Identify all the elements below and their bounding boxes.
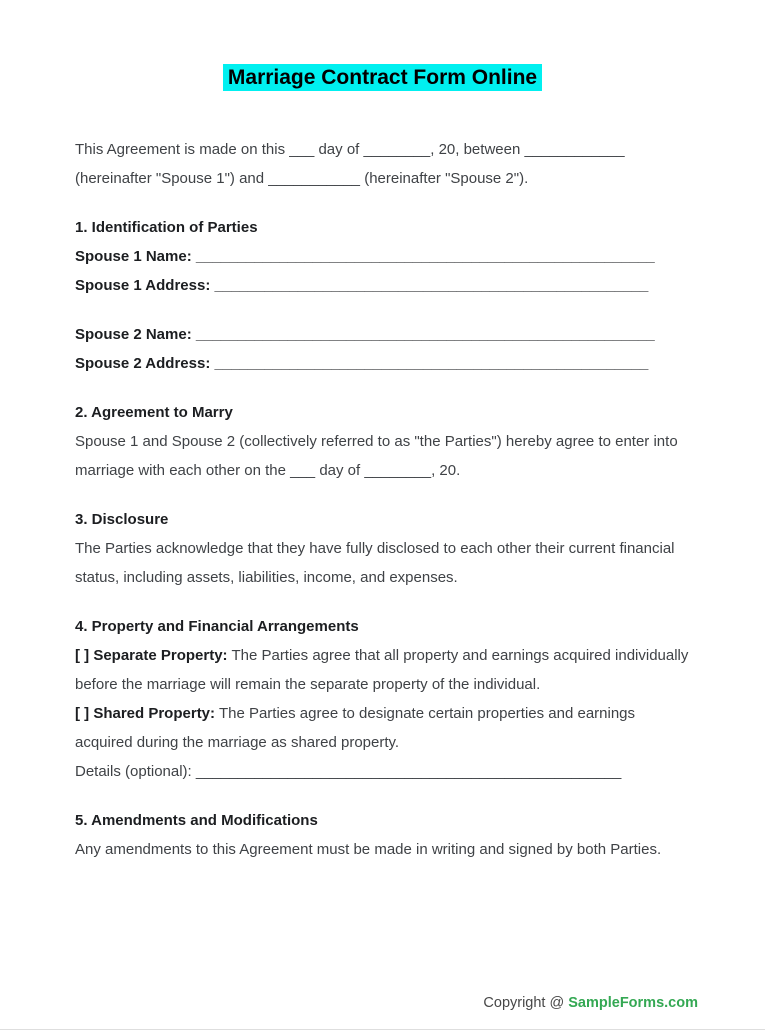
section-heading-identification-of-parties: 1. Identification of Parties xyxy=(75,219,258,236)
fill-in-blank-details: ___________________________________________________ xyxy=(195,763,622,780)
intro-paragraph: This Agreement is made on this ___ day of ________, 20, between ____________ (hereinafter "Spouse 1") and ___________ (hereinafter "Spouse 2"). xyxy=(75,141,625,187)
field-spouse1-name xyxy=(75,242,690,271)
property-item-separate xyxy=(75,641,690,699)
disclosure-paragraph: The Parties acknowledge that they have fully disclosed to each other their current financial status, including assets, liabilities, income, and expenses. xyxy=(75,540,675,586)
separate-property-checkbox-label: [ ] Separate Property: xyxy=(75,647,228,664)
title-row xyxy=(75,64,690,91)
footer xyxy=(483,993,698,1013)
sampleforms-link[interactable]: SampleForms.com xyxy=(568,995,698,1011)
field-label-spouse2-address: Spouse 2 Address: xyxy=(75,355,211,372)
separate-property-text: The Parties agree that all property and earnings acquired individually before the marriage will remain the separate property of the individual. xyxy=(75,647,689,693)
shared-property-text: The Parties agree to designate certain properties and earnings acquired during the marriage as shared property. xyxy=(75,705,636,751)
copyright-text: Copyright @ xyxy=(483,995,565,1011)
field-label-spouse2-name: Spouse 2 Name: xyxy=(75,326,192,343)
shared-property-checkbox-label: [ ] Shared Property: xyxy=(75,705,216,722)
property-item-shared xyxy=(75,699,690,757)
section-heading-agreement-to-marry: 2. Agreement to Marry xyxy=(75,404,233,421)
field-label-spouse1-address: Spouse 1 Address: xyxy=(75,277,211,294)
page-title: Marriage Contract Form Online xyxy=(223,64,542,91)
details-optional-label: Details (optional): xyxy=(75,763,192,780)
fill-in-blank-spouse2-name: _______________________________________________________ xyxy=(195,326,655,343)
fill-in-blank-spouse1-name: _______________________________________________________ xyxy=(195,248,655,265)
section-heading-property-financial-arrangements: 4. Property and Financial Arrangements xyxy=(75,618,359,635)
details-optional-line xyxy=(75,757,690,786)
agreement-to-marry-paragraph: Spouse 1 and Spouse 2 (collectively referred to as "the Parties") hereby agree to enter into marriage with each other on the ___ day of ________, 20. xyxy=(75,433,678,479)
amendments-paragraph: Any amendments to this Agreement must be made in writing and signed by both Parties. xyxy=(75,841,662,858)
section-heading-disclosure: 3. Disclosure xyxy=(75,511,169,528)
section-heading-amendments-modifications: 5. Amendments and Modifications xyxy=(75,812,318,829)
fill-in-blank-spouse2-address: ____________________________________________________ xyxy=(214,355,649,372)
field-spouse1-address xyxy=(75,271,690,300)
field-spouse2-address xyxy=(75,349,690,378)
field-spouse2-name xyxy=(75,320,690,349)
fill-in-blank-spouse1-address: ____________________________________________________ xyxy=(214,277,649,294)
field-label-spouse1-name: Spouse 1 Name: xyxy=(75,248,192,265)
